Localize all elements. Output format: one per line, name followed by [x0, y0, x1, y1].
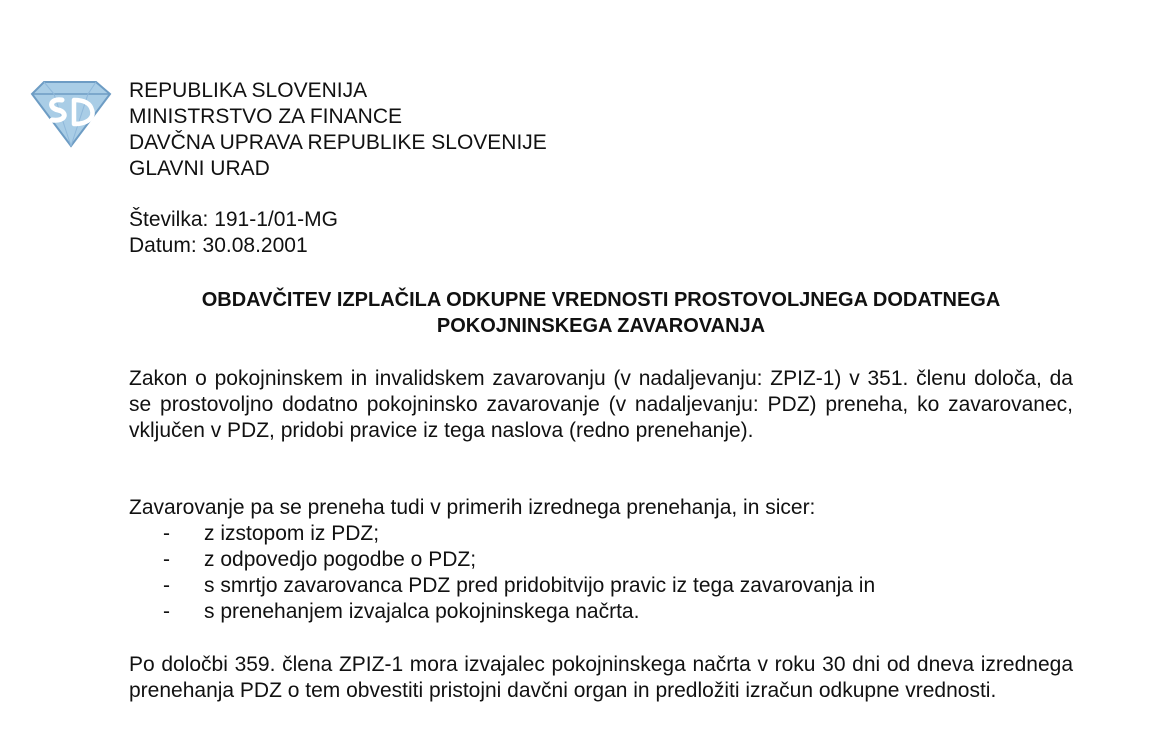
title-line-2: POKOJNINSKEGA ZAVAROVANJA — [436, 315, 766, 337]
list-item-text: s smrtjo zavarovanca PDZ pred pridobitvijo pravic iz tega zavarovanja in — [204, 574, 876, 597]
reference-date: Datum: 30.08.2001 — [129, 234, 308, 257]
diamond-emblem-icon — [26, 76, 116, 152]
reference-number: Številka: 191-1/01-MG — [129, 208, 338, 231]
termination-cases-list — [129, 521, 875, 625]
list-dash: - — [163, 548, 170, 571]
header-line-ministry: MINISTRSTVO ZA FINANCE — [129, 105, 403, 128]
document-title — [129, 287, 1073, 339]
list-item — [129, 599, 875, 625]
paragraph-legal-basis: Zakon o pokojninskem in invalidskem zavarovanju (v nadaljevanju: ZPIZ-1) v 351. členu določa, da se prostovoljno dodatno pokojninsko zavarovanje (v nadaljevanju: PDZ) preneha, ko zavarovanec, vključen v PDZ, pridobi pravice iz tega naslova (redno prenehanje). — [129, 367, 1073, 442]
paragraph-extraordinary-termination: Zavarovanje pa se preneha tudi v primerih izrednega prenehanja, in sicer: — [129, 496, 816, 519]
list-item-text: s prenehanjem izvajalca pokojninskega načrta. — [204, 600, 640, 623]
header-line-tax-administration: DAVČNA UPRAVA REPUBLIKE SLOVENIJE — [129, 131, 547, 154]
list-dash: - — [163, 522, 170, 545]
list-item-text: z odpovedjo pogodbe o PDZ; — [204, 548, 477, 571]
list-item — [129, 573, 875, 599]
header-line-head-office: GLAVNI URAD — [129, 157, 270, 180]
paragraph-notification-duty: Po določbi 359. člena ZPIZ-1 mora izvajalec pokojninskega načrta v roku 30 dni od dneva izrednega prenehanja PDZ o tem obvestiti pristojni davčni organ in predložiti izračun odkupne vrednosti. — [129, 653, 1073, 702]
list-item — [129, 521, 875, 547]
document-reference — [129, 207, 338, 259]
list-item — [129, 547, 875, 573]
header-line-republic: REPUBLIKA SLOVENIJA — [129, 79, 368, 102]
title-line-1: OBDAVČITEV IZPLAČILA ODKUPNE VREDNOSTI PROSTOVOLJNEGA DODATNEGA — [201, 289, 1001, 311]
issuer-header — [129, 78, 547, 182]
list-dash: - — [163, 600, 170, 623]
tax-administration-logo — [26, 76, 116, 152]
list-dash: - — [163, 574, 170, 597]
list-item-text: z izstopom iz PDZ; — [204, 522, 380, 545]
